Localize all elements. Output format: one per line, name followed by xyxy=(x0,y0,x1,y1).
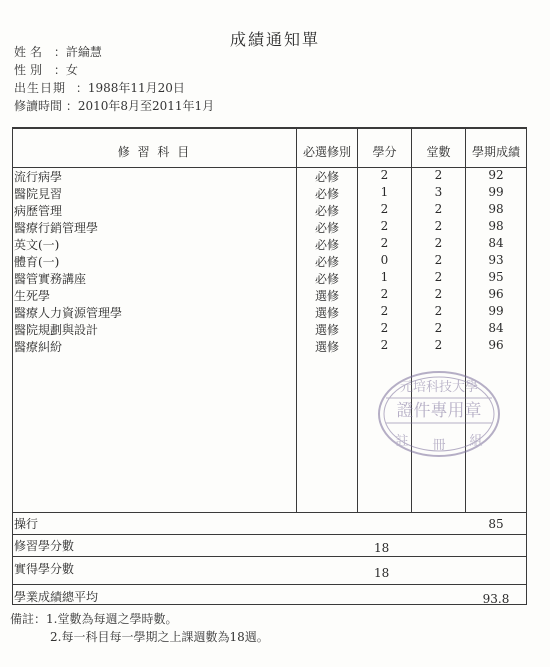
header-subject: 修 習 科 目 xyxy=(117,145,192,159)
credits-cell: 2 xyxy=(380,338,389,352)
type-cell: 選修 xyxy=(314,323,339,337)
subject-cell: 醫院見習 xyxy=(14,187,63,201)
subject-cell: 體育(一) xyxy=(14,255,60,269)
birth-row xyxy=(14,79,185,96)
grade-cell: 84 xyxy=(488,321,504,335)
credits-earned-label: 實得學分數 xyxy=(14,562,75,576)
average-label: 學業成績總平均 xyxy=(14,590,99,604)
name-value: ：許綸慧 xyxy=(53,45,102,59)
table-border-top xyxy=(12,127,527,129)
header-credits: 學分 xyxy=(372,145,397,159)
type-cell: 必修 xyxy=(314,238,339,252)
name-label: 姓名 xyxy=(14,45,47,59)
conduct-label: 操行 xyxy=(14,517,39,531)
period-value: ：2010年8月至2011年1月 xyxy=(65,99,215,113)
type-cell: 必修 xyxy=(314,221,339,235)
subject-cell: 醫院規劃與設計 xyxy=(14,323,99,337)
row-divider-average xyxy=(12,584,527,585)
credits-cell: 2 xyxy=(380,321,389,335)
seal-graphic xyxy=(376,369,502,459)
seal-bottom-mid: 冊 xyxy=(432,438,446,453)
subject-cell: 流行病學 xyxy=(14,170,63,184)
row-divider-credits-taken xyxy=(12,534,527,535)
subject-cell: 醫療人力資源管理學 xyxy=(14,306,123,320)
hours-cell: 2 xyxy=(434,253,443,267)
hours-cell: 2 xyxy=(434,321,443,335)
birth-label: 出生日期 xyxy=(14,81,67,95)
grade-cell: 93 xyxy=(488,253,504,267)
type-cell: 必修 xyxy=(314,187,339,201)
period-label: 修讀時間 xyxy=(14,99,63,113)
credits-cell: 1 xyxy=(380,270,389,284)
grade-cell: 99 xyxy=(488,185,504,199)
type-cell: 必修 xyxy=(314,170,339,184)
credits-cell: 2 xyxy=(380,219,389,233)
average-value: 93.8 xyxy=(482,592,510,606)
header-hours: 堂數 xyxy=(426,145,451,159)
hours-cell: 2 xyxy=(434,304,443,318)
gender-row xyxy=(14,61,78,78)
type-cell: 必修 xyxy=(314,255,339,269)
credits-taken-value: 18 xyxy=(374,541,390,555)
seal-bottom-left: 註 xyxy=(395,434,409,449)
hours-cell: 2 xyxy=(434,202,443,216)
period-row xyxy=(14,97,214,114)
grade-cell: 96 xyxy=(488,287,504,301)
hours-cell: 2 xyxy=(434,236,443,250)
hours-cell: 2 xyxy=(434,287,443,301)
grade-cell: 84 xyxy=(488,236,504,250)
gender-label: 性別 xyxy=(14,63,47,77)
gender-value: ：女 xyxy=(53,63,78,77)
grade-cell: 99 xyxy=(488,304,504,318)
credits-taken-label: 修習學分數 xyxy=(14,539,75,553)
hours-cell: 2 xyxy=(434,270,443,284)
hours-cell: 2 xyxy=(434,338,443,352)
hours-cell: 2 xyxy=(434,168,443,182)
note-line-1: 備註：1.堂數為每週之學時數。 xyxy=(10,612,178,626)
subject-cell: 醫療行銷管理學 xyxy=(14,221,99,235)
grade-cell: 95 xyxy=(488,270,504,284)
row-divider-credits-earned xyxy=(12,556,527,557)
hours-cell: 3 xyxy=(434,185,443,199)
type-cell: 選修 xyxy=(314,306,339,320)
header-type: 必選修別 xyxy=(302,145,351,159)
note-line-2: 2.每一科目每一學期之上課週數為18週。 xyxy=(50,630,269,644)
document-title: 成績通知單 xyxy=(229,30,320,49)
credits-cell: 2 xyxy=(380,236,389,250)
credits-cell: 1 xyxy=(380,185,389,199)
subject-cell: 生死學 xyxy=(14,289,51,303)
conduct-value: 85 xyxy=(488,517,504,531)
row-divider-conduct xyxy=(12,512,527,513)
credits-earned-value: 18 xyxy=(374,566,390,580)
type-cell: 選修 xyxy=(314,289,339,303)
grade-cell: 98 xyxy=(488,219,504,233)
grade-cell: 98 xyxy=(488,202,504,216)
seal-top-text: 元培科技大學 xyxy=(399,380,479,395)
hours-cell: 2 xyxy=(434,219,443,233)
subject-cell: 醫療糾紛 xyxy=(14,340,63,354)
type-cell: 必修 xyxy=(314,204,339,218)
grade-cell: 96 xyxy=(488,338,504,352)
subject-cell: 醫管實務講座 xyxy=(14,272,87,286)
credits-cell: 2 xyxy=(380,287,389,301)
grade-cell: 92 xyxy=(488,168,504,182)
header-grade: 學期成績 xyxy=(471,145,520,159)
credits-cell: 0 xyxy=(380,253,389,267)
official-seal-stamp xyxy=(376,369,502,459)
type-cell: 必修 xyxy=(314,272,339,286)
subject-cell: 英文(一) xyxy=(14,238,60,252)
birth-value: ：1988年11月20日 xyxy=(75,81,185,95)
seal-bottom-right: 組 xyxy=(469,434,483,449)
credits-cell: 2 xyxy=(380,304,389,318)
name-row xyxy=(14,43,102,60)
seal-center-text: 證件專用章 xyxy=(396,401,482,421)
type-cell: 選修 xyxy=(314,340,339,354)
credits-cell: 2 xyxy=(380,202,389,216)
subject-cell: 病歷管理 xyxy=(14,204,63,218)
credits-cell: 2 xyxy=(380,168,389,182)
